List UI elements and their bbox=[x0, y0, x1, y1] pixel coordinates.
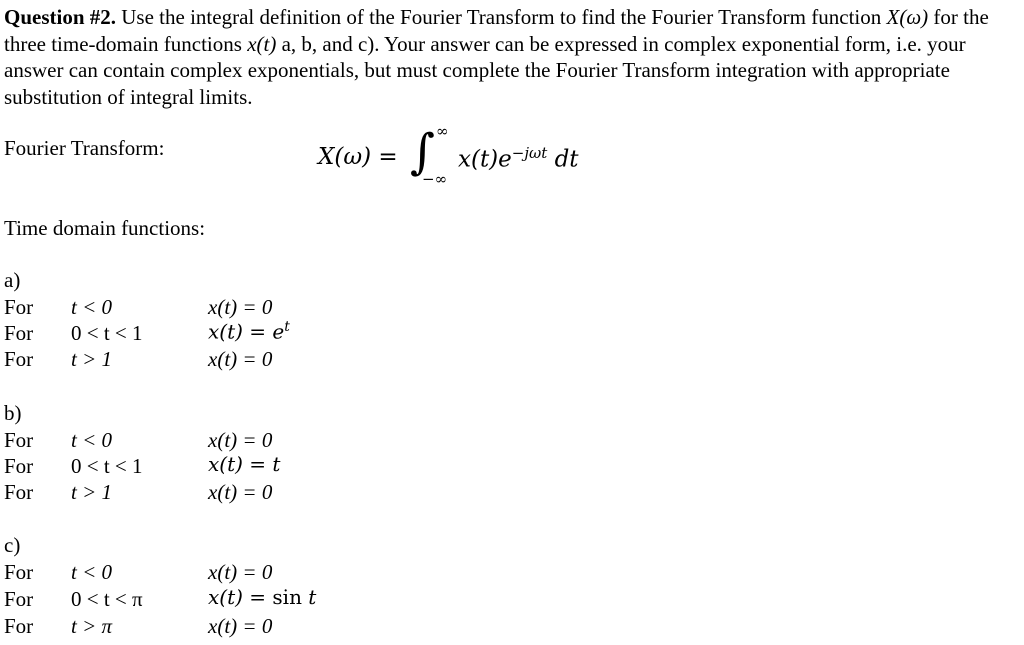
expression: x(t) = 0 bbox=[208, 560, 273, 584]
expression-base: x(t) = e bbox=[208, 319, 285, 344]
question-number: Question #2. bbox=[4, 5, 117, 29]
question-text-3: a, b, and c). Your answer can be expressed in complex exponential form, i.e. your answer can contain complex exponentials, but must complete the Fourier Transform integration with appropriate substitution of integral limits. bbox=[4, 31, 966, 109]
part-a-row-2 bbox=[4, 321, 424, 347]
condition: t < 0 bbox=[71, 560, 113, 584]
question-paragraph bbox=[4, 4, 1020, 110]
condition: 0 < t < 1 bbox=[71, 454, 143, 478]
condition: t > 1 bbox=[71, 480, 113, 504]
integrand-differential: dt bbox=[554, 146, 579, 173]
expression-exponent: t bbox=[284, 319, 290, 335]
part-a-row-1 bbox=[4, 295, 424, 321]
for-label: For bbox=[4, 614, 34, 638]
part-c bbox=[4, 533, 424, 641]
integral-upper-limit: ∞ bbox=[436, 122, 449, 140]
formula-integrand bbox=[458, 144, 579, 173]
expression: x(t) = 0 bbox=[208, 480, 273, 504]
condition: 0 < t < 1 bbox=[71, 321, 143, 345]
part-b bbox=[4, 401, 424, 509]
part-a bbox=[4, 268, 424, 376]
question-text-1: Use the integral definition of the Fourier Transform to find the Fourier Transform function bbox=[121, 5, 882, 29]
part-a-row-3 bbox=[4, 347, 424, 373]
expression: x(t) = t bbox=[208, 452, 281, 476]
part-b-row-2 bbox=[4, 454, 424, 480]
time-domain-label: Time domain functions: bbox=[4, 216, 206, 240]
expression: x(t) = 0 bbox=[208, 614, 273, 638]
question-text-2: for the three time-domain functions bbox=[4, 5, 989, 56]
for-label: For bbox=[4, 560, 34, 584]
for-label: For bbox=[4, 295, 34, 319]
integral-lower-limit: −∞ bbox=[422, 170, 448, 188]
for-label: For bbox=[4, 321, 34, 345]
for-label: For bbox=[4, 587, 34, 611]
for-label: For bbox=[4, 480, 34, 504]
part-b-label: b) bbox=[4, 401, 22, 425]
condition: t > π bbox=[71, 614, 113, 638]
integral-sign: ∫ bbox=[410, 124, 436, 180]
part-c-label: c) bbox=[4, 533, 21, 557]
part-c-row-1 bbox=[4, 560, 424, 586]
part-b-row-1 bbox=[4, 428, 424, 454]
condition: t < 0 bbox=[71, 295, 113, 319]
integrand-exponent: −jωt bbox=[511, 144, 548, 162]
question-func-X: X(ω) bbox=[886, 5, 929, 29]
expression-sin: sin bbox=[272, 585, 302, 609]
part-b-row-3 bbox=[4, 480, 424, 506]
formula-lhs: X(ω) = bbox=[318, 144, 398, 170]
for-label: For bbox=[4, 428, 34, 452]
question-func-x: x(t) bbox=[247, 31, 277, 56]
expression bbox=[208, 585, 316, 609]
part-c-row-3 bbox=[4, 614, 424, 640]
expression-part-c: t bbox=[301, 585, 317, 609]
condition: 0 < t < π bbox=[71, 587, 143, 611]
fourier-transform-label: Fourier Transform: bbox=[4, 136, 165, 160]
expression bbox=[208, 319, 290, 344]
condition: t > 1 bbox=[71, 347, 113, 371]
expression: x(t) = 0 bbox=[208, 428, 273, 452]
for-label: For bbox=[4, 454, 34, 478]
expression-part-a: x(t) = bbox=[208, 585, 273, 609]
for-label: For bbox=[4, 347, 34, 371]
expression: x(t) = 0 bbox=[208, 347, 273, 371]
integrand-base: x(t)e bbox=[458, 146, 512, 173]
condition: t < 0 bbox=[71, 428, 113, 452]
fourier-formula bbox=[318, 122, 638, 192]
part-a-label: a) bbox=[4, 268, 21, 292]
expression: x(t) = 0 bbox=[208, 295, 273, 319]
part-c-row-2 bbox=[4, 587, 424, 613]
